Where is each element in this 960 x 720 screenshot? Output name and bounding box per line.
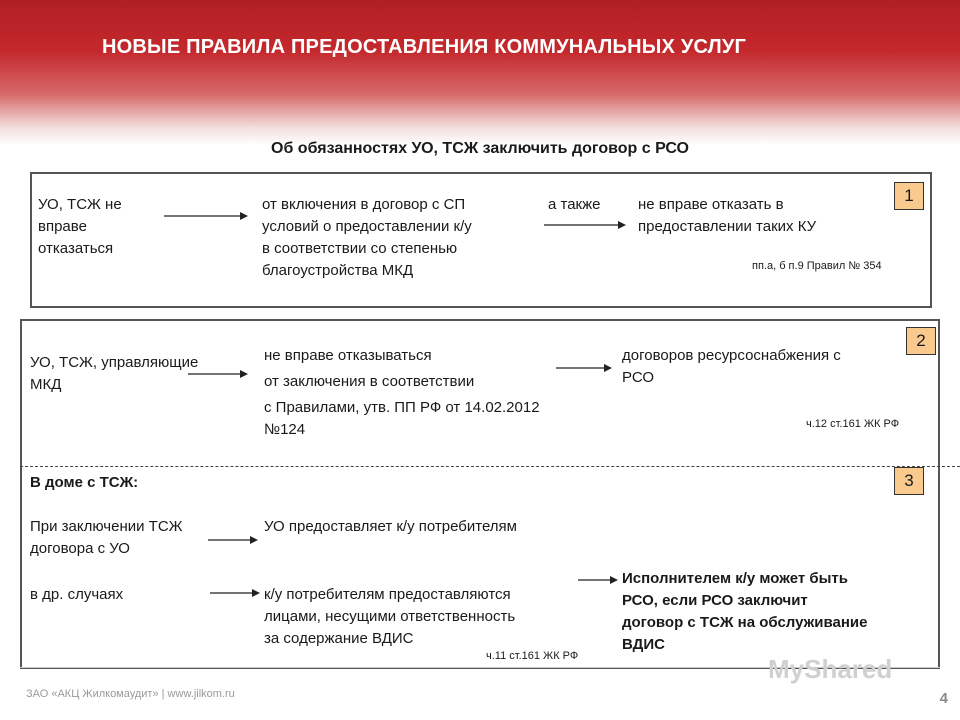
section-subtitle: Об обязанностях УО, ТСЖ заключить договор с РСО [271,140,689,157]
box3-heading: В доме с ТСЖ: [30,474,139,491]
box3-case2-right-line4: ВДИС [622,636,665,653]
box2-right-line2: РСО [622,369,655,386]
badge-2: 2 [906,327,936,355]
arrow-icon [208,535,258,545]
box2-mid-line1: не вправе отказываться [264,347,432,364]
arrow-icon [556,363,612,373]
box2-mid-line3: с Правилами, утв. ПП РФ от 14.02.2012 [264,399,540,416]
badge-3: 3 [894,467,924,495]
box3-case2-left: в др. случаях [30,586,124,603]
arrow-icon [544,220,626,230]
box3-case2-right-line3: договор с ТСЖ на обслуживание [622,614,868,631]
box2-left-line2: МКД [30,376,62,393]
box1-left-line1: УО, ТСЖ не [38,196,122,213]
box3-case2-right-line1: Исполнителем к/у может быть [622,570,848,587]
box2-left-line1: УО, ТСЖ, управляющие [30,354,199,371]
box1-left-line2: вправе [38,218,87,235]
footer-company: ЗАО «АКЦ Жилкомаудит» | www.jilkom.ru [26,688,235,700]
box1-mid-line4: благоустройства МКД [262,262,414,279]
box1-right-line2: предоставлении таких КУ [638,218,817,235]
arrow-icon [188,369,248,379]
box2-mid-line4: №124 [264,421,306,438]
box3-case2-mid-line3: за содержание ВДИС [264,630,414,647]
box2-mid-line2: от заключения в соответствии [264,373,475,390]
box1-mid-line2: условий о предоставлении к/у [262,218,472,235]
slide-title: НОВЫЕ ПРАВИЛА ПРЕДОСТАВЛЕНИЯ КОММУНАЛЬНЫХ УСЛУГ [102,36,747,58]
box3-legal-ref: ч.11 ст.161 ЖК РФ [486,650,579,662]
header-banner [0,0,960,145]
page-number: 4 [939,690,948,707]
arrow-icon [578,575,618,585]
box1-left-line3: отказаться [38,240,114,257]
box3-case2-right-line2: РСО, если РСО заключит [622,592,808,609]
box1-mid-line3: в соответствии со степенью [262,240,458,257]
box3-case2-mid-line2: лицами, несущими ответственность [264,608,516,625]
box2-right-line1: договоров ресурсоснабжения с [622,347,841,364]
box3-case2-mid-line1: к/у потребителям предоставляются [264,586,511,603]
arrow-icon [164,211,248,221]
badge-1: 1 [894,182,924,210]
watermark-logo: MyShared [768,654,893,684]
box3-case1-left-line2: договора с УО [30,540,130,557]
box2-legal-ref: ч.12 ст.161 ЖК РФ [806,418,900,430]
box1-legal-ref: пп.а, б п.9 Правил № 354 [752,260,882,272]
box1-mid-line1: от включения в договор с СП [262,196,466,213]
box3-case1-left-line1: При заключении ТСЖ [30,518,183,535]
box1-right-line1: не вправе отказать в [638,196,784,213]
box-1 [30,172,932,308]
arrow-icon [210,588,260,598]
box3-case1-result: УО предоставляет к/у потребителям [264,518,517,535]
box1-also-label: а также [548,196,601,213]
section-divider [20,466,960,467]
